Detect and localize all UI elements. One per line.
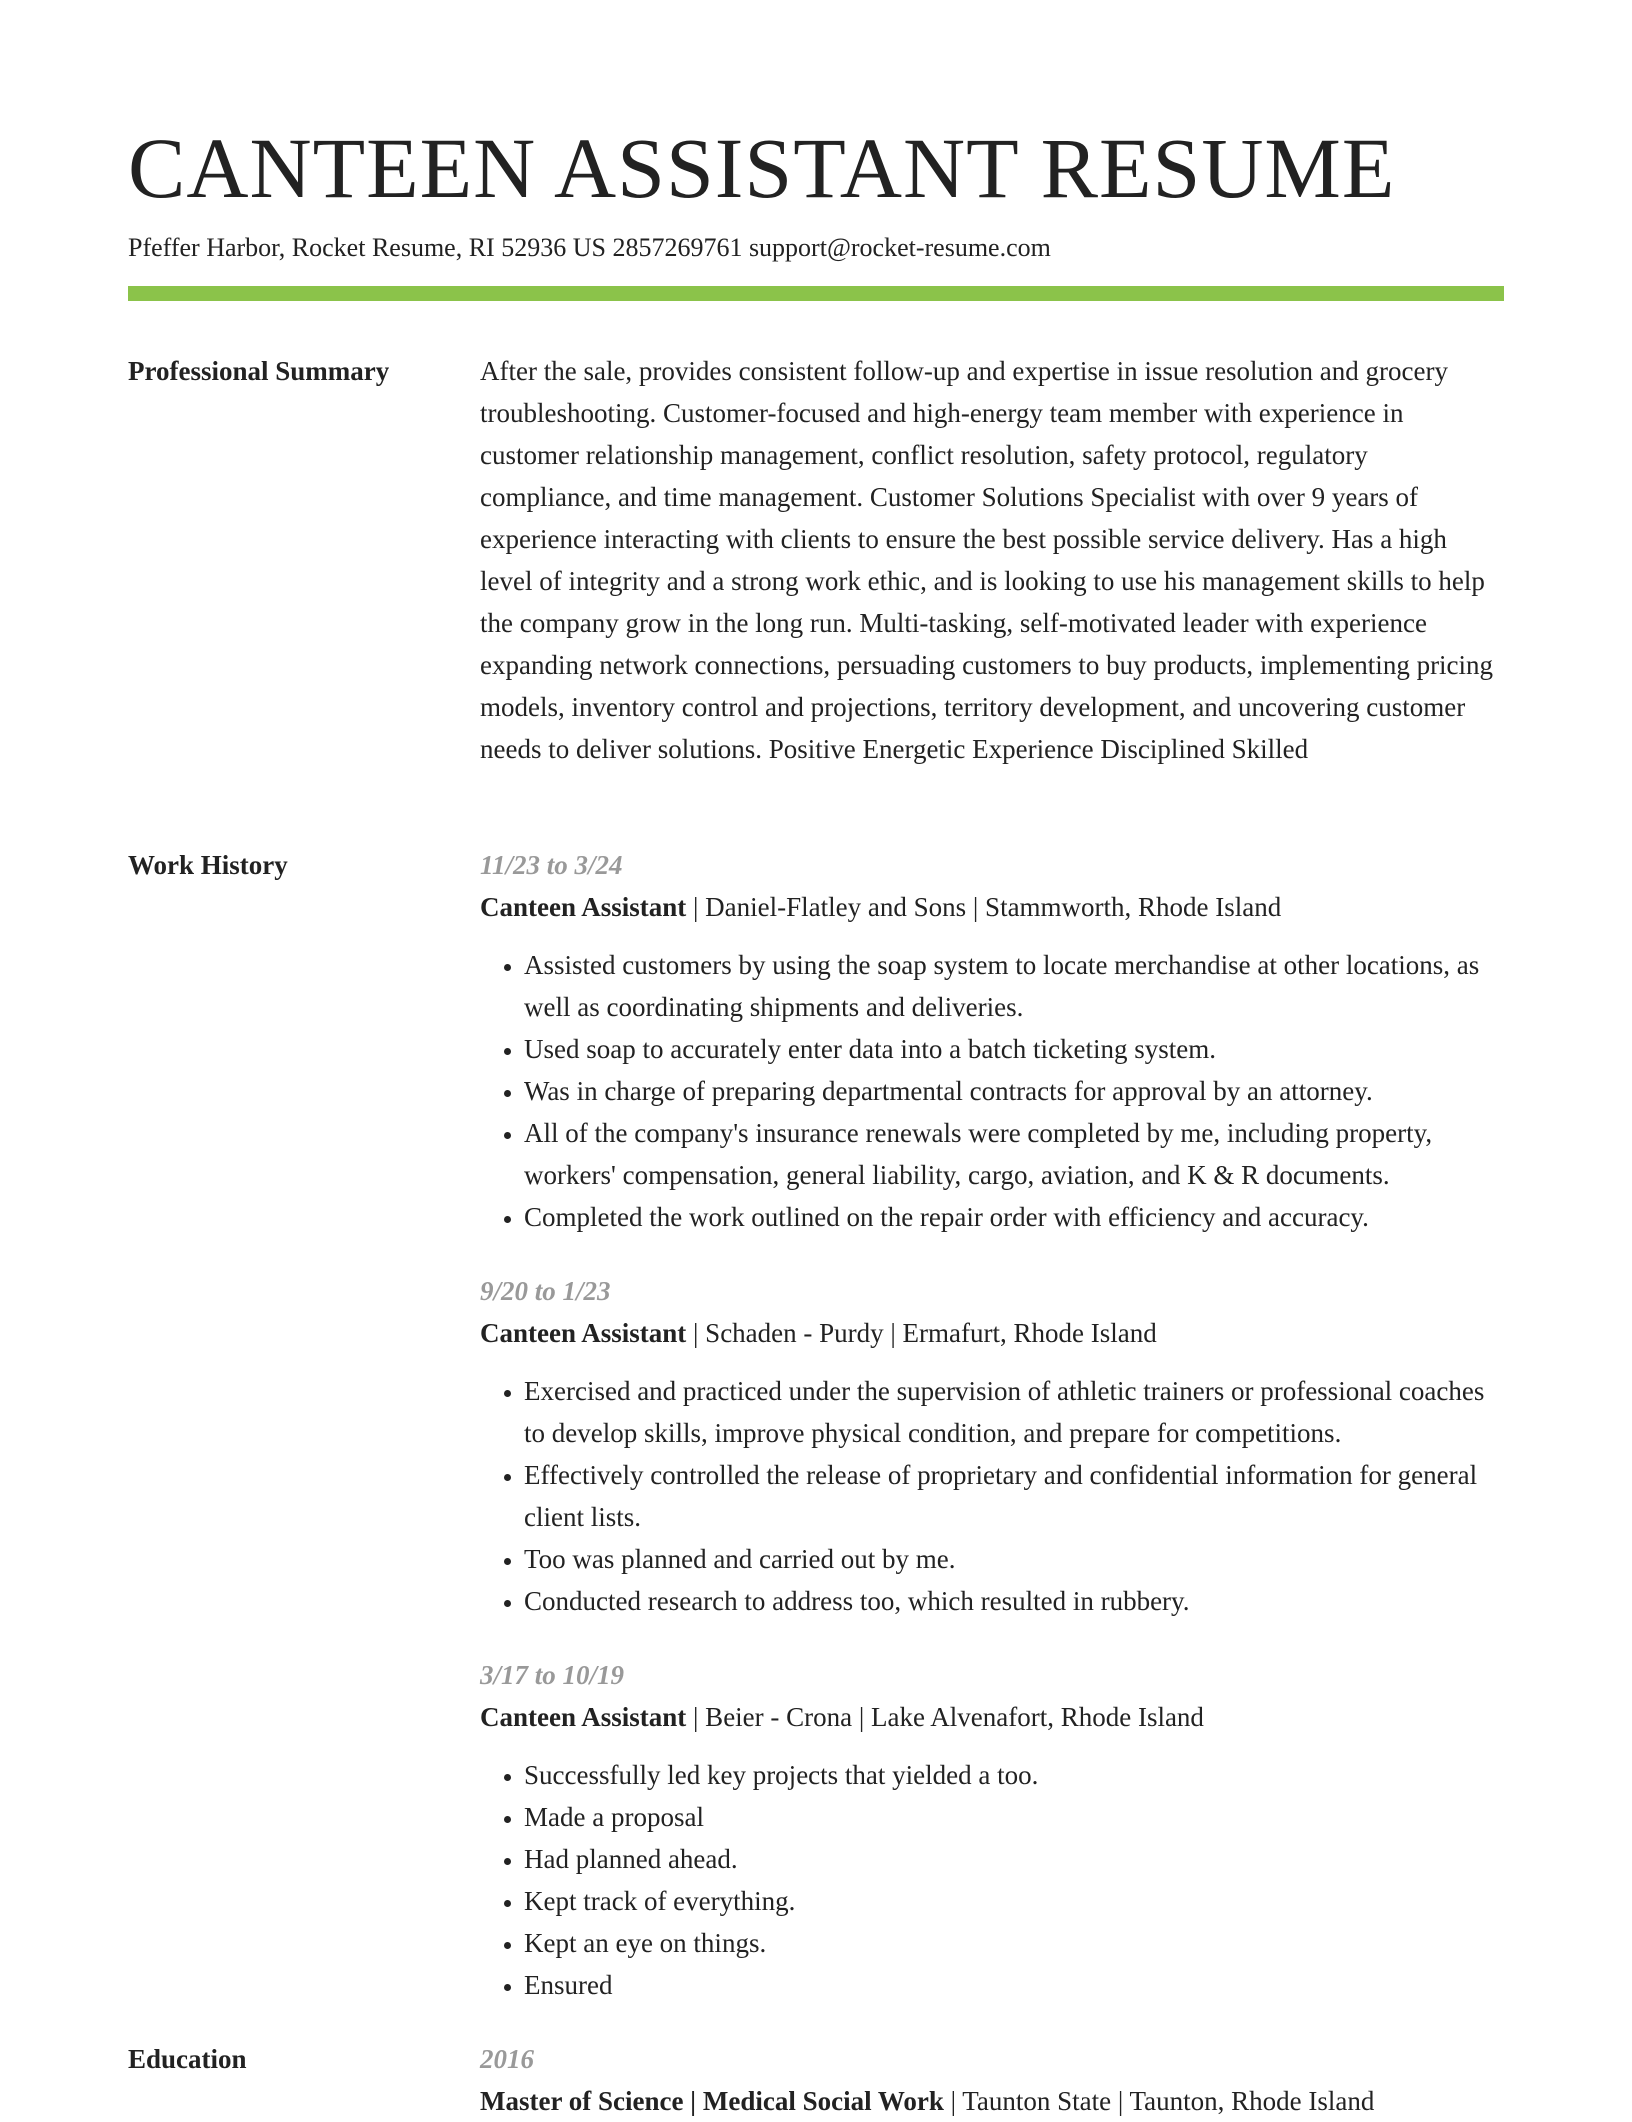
degree-title: Master of Science | Medical Social Work [480, 2086, 944, 2116]
job-bullet: • Kept track of everything. [524, 1880, 1504, 1922]
accent-divider [128, 286, 1504, 301]
job-bullet: • Ensured [524, 1964, 1504, 2006]
education-entry [480, 2038, 1504, 2122]
job-bullet: • Made a proposal [524, 1796, 1504, 1838]
school-location: | Taunton State | Taunton, Rhode Island [943, 2086, 1375, 2116]
job-entry [480, 1654, 1504, 2006]
job-line [480, 1312, 1504, 1354]
job-employer-location: | Daniel-Flatley and Sons | Stammworth, Rhode Island [686, 892, 1282, 922]
job-date: 3/17 to 10/19 [480, 1660, 625, 1690]
job-line [480, 886, 1504, 928]
job-date: 11/23 to 3/24 [480, 850, 623, 880]
job-bullet: • Conducted research to address too, which resulted in rubbery. [524, 1580, 1504, 1622]
resume-title: CANTEEN ASSISTANT RESUME [128, 120, 1396, 216]
job-bullet: • Was in charge of preparing departmental contracts for approval by an attorney. [524, 1070, 1504, 1112]
job-bullet: • Exercised and practiced under the supervision of athletic trainers or professional coaches to develop skills, improve physical condition, and prepare for competitions. [524, 1370, 1504, 1454]
job-employer-location: | Beier - Crona | Lake Alvenafort, Rhode Island [686, 1702, 1204, 1732]
contact-line: Pfeffer Harbor, Rocket Resume, RI 52936 US 2857269761 support@rocket-resume.com [128, 233, 1051, 262]
education-label: Education [128, 2044, 247, 2074]
job-bullet: • Effectively controlled the release of proprietary and confidential information for general client lists. [524, 1454, 1504, 1538]
job-bullet-list [480, 944, 1504, 1238]
education-line [480, 2080, 1504, 2122]
education-date: 2016 [480, 2044, 534, 2074]
job-title: Canteen Assistant [480, 892, 687, 922]
job-bullet: • Used soap to accurately enter data into a batch ticketing system. [524, 1028, 1504, 1070]
job-bullet: • Successfully led key projects that yielded a too. [524, 1754, 1504, 1796]
job-entry [480, 1270, 1504, 1622]
job-bullet: • Too was planned and carried out by me. [524, 1538, 1504, 1580]
summary-text: After the sale, provides consistent follow-up and expertise in issue resolution and grocery troubleshooting. Customer-focused and high-energy team member with experience in customer relationship management, conflict resolution, safety protocol, regulatory compliance, and time management. Customer Solutions Specialist with over 9 years of experience interacting with clients to ensure the best possible service delivery. Has a high level of integrity and a strong work ethic, and is looking to use his management skills to help the company grow in the long run. Multi-tasking, self-motivated leader with experience expanding network connections, persuading customers to buy products, implementing pricing models, inventory control and projections, territory development, and uncovering customer needs to deliver solutions. Positive Energetic Experience Disciplined Skilled [480, 356, 1494, 764]
job-title: Canteen Assistant [480, 1702, 687, 1732]
job-title: Canteen Assistant [480, 1318, 687, 1348]
work-history-label: Work History [128, 850, 288, 880]
job-bullet-list [480, 1370, 1504, 1622]
summary-label: Professional Summary [128, 356, 390, 386]
job-entry [480, 844, 1504, 1238]
job-line [480, 1696, 1504, 1738]
job-date: 9/20 to 1/23 [480, 1276, 611, 1306]
job-bullet: • Had planned ahead. [524, 1838, 1504, 1880]
job-bullet: • Assisted customers by using the soap system to locate merchandise at other locations, as well as coordinating shipments and deliveries. [524, 944, 1504, 1028]
job-bullet: • Kept an eye on things. [524, 1922, 1504, 1964]
job-bullet: • All of the company's insurance renewals were completed by me, including property, workers' compensation, general liability, cargo, aviation, and K & R documents. [524, 1112, 1504, 1196]
summary-section [480, 350, 1504, 770]
job-bullet-list [480, 1754, 1504, 2006]
job-bullet: • Completed the work outlined on the repair order with efficiency and accuracy. [524, 1196, 1504, 1238]
job-employer-location: | Schaden - Purdy | Ermafurt, Rhode Island [686, 1318, 1157, 1348]
